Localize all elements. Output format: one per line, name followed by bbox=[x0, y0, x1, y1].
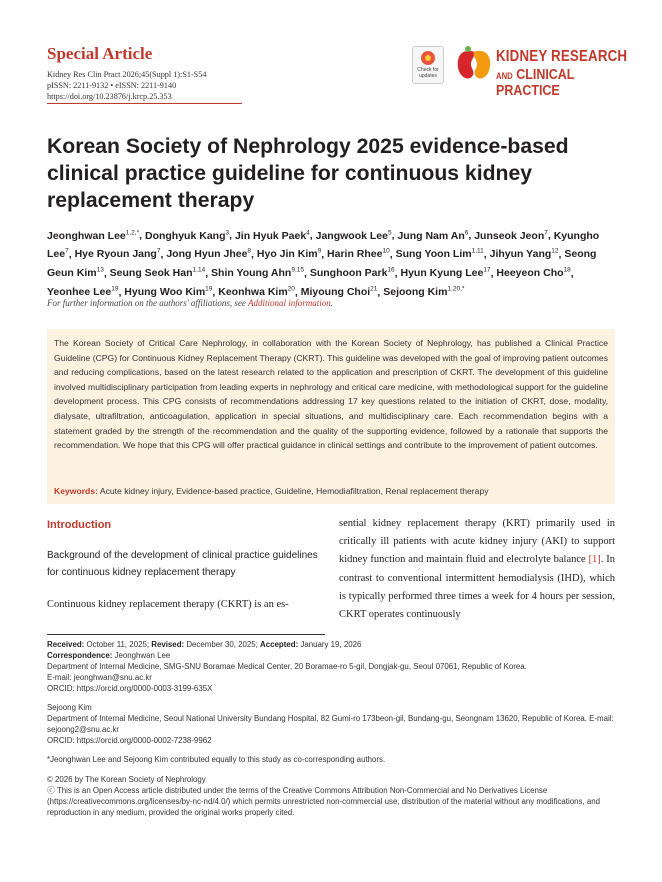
author-name: Sejoong Kim$^{1,20,*}$ bbox=[383, 285, 465, 299]
author-name: Shin Young Ahn$^{9,15}$ bbox=[211, 266, 304, 280]
dates-line: Received: October 11, 2025; Revised: December 30, 2025; Accepted: January 19, 2026 bbox=[47, 640, 362, 649]
author-affiliation-marker: 21 bbox=[370, 285, 378, 293]
kidney-logo-icon bbox=[454, 45, 494, 85]
author-affiliation-marker: 6 bbox=[464, 229, 469, 236]
author-affiliation-marker: 16 bbox=[387, 266, 395, 274]
license-text: ⓒ This is an Open Access article distributed under the terms of the Creative Commons Attribution Non-Commercial and No Derivatives License (https://creativecommons.org/licenses/by-nc-nd/4.0/) which permits unrestricted non-commercial use, distribution of the material without any modifications, and reproduction in any medium, provided the original works properly cited. bbox=[47, 786, 601, 817]
author-name: Miyoung Choi$^{21}$ bbox=[300, 285, 378, 299]
journal-logo-and: AND bbox=[496, 71, 513, 81]
author-affiliation-marker: 7 bbox=[65, 247, 69, 255]
author-name: Yeonhee Lee$^{19}$ bbox=[47, 285, 119, 299]
author-affiliation-marker: 4 bbox=[306, 229, 310, 236]
correspondence-2-orcid[interactable]: ORCID: https://orcid.org/0000-0002-7238-9962 bbox=[47, 736, 212, 745]
author-name: Hyung Woo Kim$^{19}$ bbox=[124, 285, 213, 299]
header-divider bbox=[47, 103, 242, 104]
author-name: Sung Yoon Lim$^{1,11}$ bbox=[395, 247, 484, 261]
keywords-list: Acute kidney injury, Evidence-based practice, Guideline, Hemodiafiltration, Renal replacement therapy bbox=[97, 486, 489, 496]
abstract-text: The Korean Society of Critical Care Nephrology, in collaboration with the Korean Society of Nephrology, has published a Clinical Practice Guideline (CPG) for Continuous Kidney Replacement Therapy (CKRT). This guideline was developed with the goal of improving patient outcomes and reducing complications, based on the latest research related to the application and prescription of CKRT. The development of this guideline involved multidisciplinary participation from leading experts in nephrology and critical care medicine, with methodological support for the guideline development process. This CPG consists of recommendations addressing 17 key questions related to the initiation of CKRT, dose, modality, dialysate, ultrafiltration, anticoagulation, application in special situations, and multidisciplinary care. Each recommendation begins with a statement graded by the strength of the recommendation and the quality of the supporting evidence, followed by a rationale that supports the recommendation. We hope that this CPG will offer practical guidance in clinical settings and contribute to the improvement of patient outcomes. bbox=[54, 338, 608, 451]
author-affiliation-marker: 8 bbox=[247, 247, 252, 255]
author-name: Keonhwa Kim$^{20}$ bbox=[218, 285, 295, 299]
keywords bbox=[54, 486, 489, 496]
doi-link[interactable]: https://doi.org/10.23876/j.krcp.25.353 bbox=[47, 92, 172, 101]
author-affiliation-marker: 19 bbox=[205, 285, 213, 293]
author-name: Hyo Jin Kim$^9$ bbox=[256, 247, 322, 261]
author-affiliation-marker: 1,11 bbox=[471, 247, 484, 255]
author-name: Seong Geun Kim$^{13}$ bbox=[47, 248, 597, 280]
introduction-heading: Introduction bbox=[47, 519, 112, 531]
check-for-updates-badge[interactable] bbox=[412, 46, 444, 84]
author-name: Jeonghwan Lee$^{1,2,*}$ bbox=[47, 229, 140, 242]
journal-logo-line1: KIDNEY RESEARCH bbox=[496, 48, 628, 65]
author-affiliation-marker: 1,2,* bbox=[125, 229, 140, 236]
author-list: Jeonghwan Lee$^{1,2,*}$, Donghyuk Kang$^3$, Jin Hyuk Paek$^4$, Jangwook Lee$^5$, Jung Nam An$^6$, Junseok Jeon$^7$, Kyungho Lee$^7$, Hye Ryoun Jang$^7$, Jong Hyun Jhee$^8$, Hyo Jin Kim$^9$, Harin Rhee$^{10}$, Sung Yoon Lim$^{1,11}$, Jihyun Yang$^{12}$, Seong Geun Kim$^{13}$, Seung Seok Han$^{1,14}$, Shin Young Ahn$^{9,15}$, Sunghoon Park$^{16}$, Hyun Kyung Lee$^{17}$, Heeyeon Cho$^{18}$, Yeonhee Lee$^{19}$, Hyung Woo Kim$^{19}$, Keonhwa Kim$^{20}$, Miyoung Choi$^{21}$, Sejoong Kim$^{1,20,*}$ bbox=[47, 229, 600, 299]
issn: pISSN: 2211-9132 • eISSN: 2211-9140 bbox=[47, 81, 177, 90]
journal-logo-line2-text: CLINICAL PRACTICE bbox=[496, 67, 575, 99]
author-name: Harin Rhee$^{10}$ bbox=[327, 247, 390, 261]
correspondence-2-name: Sejoong Kim bbox=[47, 703, 92, 712]
author-name: Jung Nam An$^6$ bbox=[397, 229, 469, 242]
equal-contribution-note: *Jeonghwan Lee and Sejoong Kim contributed equally to this study as co-corresponding authors. bbox=[47, 755, 386, 764]
author-name: Donghyuk Kang$^3$ bbox=[144, 229, 230, 242]
keywords-label: Keywords: bbox=[54, 486, 98, 496]
footnote-divider bbox=[47, 634, 325, 635]
additional-information-link[interactable]: Additional information bbox=[248, 298, 331, 308]
author-name: Seung Seok Han$^{1,14}$ bbox=[109, 266, 206, 280]
journal-logo-line2 bbox=[496, 67, 639, 99]
check-updates-label: Check for updates bbox=[417, 67, 439, 79]
author-name: Jangwook Lee$^5$ bbox=[315, 229, 392, 242]
further-info-note: For further information on the authors' affiliations, see Additional information. bbox=[47, 298, 334, 308]
author-affiliation-marker: 13 bbox=[96, 266, 104, 274]
correspondence-2-dept: Department of Internal Medicine, Seoul National University Bundang Hospital, 82 Gumi-ro 173beon-gil, Bundang-gu, Seongnam 13620, Republic of Korea. E-mail: sejoong2@snu.ac.kr bbox=[47, 714, 614, 734]
correspondence-line: Correspondence: Jeonghwan Lee bbox=[47, 651, 171, 660]
background-subheading: Background of the development of clinical practice guidelines for continuous kidney replacement therapy bbox=[47, 550, 318, 578]
author-name: Kyungho Lee$^7$ bbox=[47, 229, 600, 261]
author-affiliation-marker: 18 bbox=[563, 266, 571, 274]
author-affiliation-marker: 1,14 bbox=[192, 266, 206, 274]
author-affiliation-marker: 5 bbox=[387, 229, 392, 236]
author-affiliation-marker: 17 bbox=[483, 266, 491, 274]
author-name: Heeyeon Cho$^{18}$ bbox=[496, 266, 571, 280]
author-name: Jong Hyun Jhee$^8$ bbox=[166, 247, 252, 261]
correspondence-1-email[interactable]: E-mail: jeonghwan@snu.ac.kr bbox=[47, 673, 152, 682]
author-name: Junseok Jeon$^7$ bbox=[474, 229, 548, 242]
author-name: Sunghoon Park$^{16}$ bbox=[309, 266, 395, 280]
author-affiliation-marker: 9,15 bbox=[291, 266, 304, 274]
author-affiliation-marker: 7 bbox=[156, 247, 161, 255]
article-title: Korean Society of Nephrology 2025 evidence-based clinical practice guideline for continuous kidney replacement therapy bbox=[47, 135, 569, 212]
author-affiliation-marker: 7 bbox=[544, 229, 548, 236]
intro-paragraph-right: sential kidney replacement therapy (KRT) primarily used in critically ill patients with acute kidney injury (AKI) to support kidney function and maintain fluid and electrolyte balance [1]. In contrast to conventional intermittent hemodialysis (IHD), which is typically performed three times a week for 4 hours per session, CKRT operates continuously bbox=[339, 518, 616, 621]
article-type-label: Special Article bbox=[47, 44, 153, 63]
author-affiliation-marker: 10 bbox=[382, 247, 390, 255]
correspondence-1-orcid[interactable]: ORCID: https://orcid.org/0000-0003-3199-635X bbox=[47, 684, 213, 693]
author-name: Hyun Kyung Lee$^{17}$ bbox=[400, 266, 491, 280]
journal-reference: Kidney Res Clin Pract 2026;45(Suppl 1):S1-S54 bbox=[47, 70, 207, 79]
author-affiliation-marker: 12 bbox=[551, 247, 559, 255]
author-name: Jin Hyuk Paek$^4$ bbox=[234, 229, 310, 242]
correspondence-1-dept: Department of Internal Medicine, SMG-SNU Boramae Medical Center, 20 Boramae-ro 5-gil, Dongjak-gu, Seoul 07061, Republic of Korea. bbox=[47, 662, 527, 671]
author-name: Jihyun Yang$^{12}$ bbox=[489, 247, 559, 261]
citation-link[interactable]: [1] bbox=[588, 554, 601, 566]
intro-paragraph-left: Continuous kidney replacement therapy (CKRT) is an es- bbox=[47, 599, 289, 610]
author-name: Hye Ryoun Jang$^7$ bbox=[74, 247, 161, 261]
author-affiliation-marker: 9 bbox=[317, 247, 322, 255]
check-updates-icon bbox=[421, 51, 435, 65]
author-affiliation-marker: 20 bbox=[287, 285, 295, 293]
author-affiliation-marker: 3 bbox=[225, 229, 230, 236]
author-affiliation-marker: 1,20,* bbox=[447, 285, 465, 293]
author-affiliation-marker: 19 bbox=[111, 285, 119, 293]
copyright: © 2026 by The Korean Society of Nephrology bbox=[47, 775, 206, 784]
